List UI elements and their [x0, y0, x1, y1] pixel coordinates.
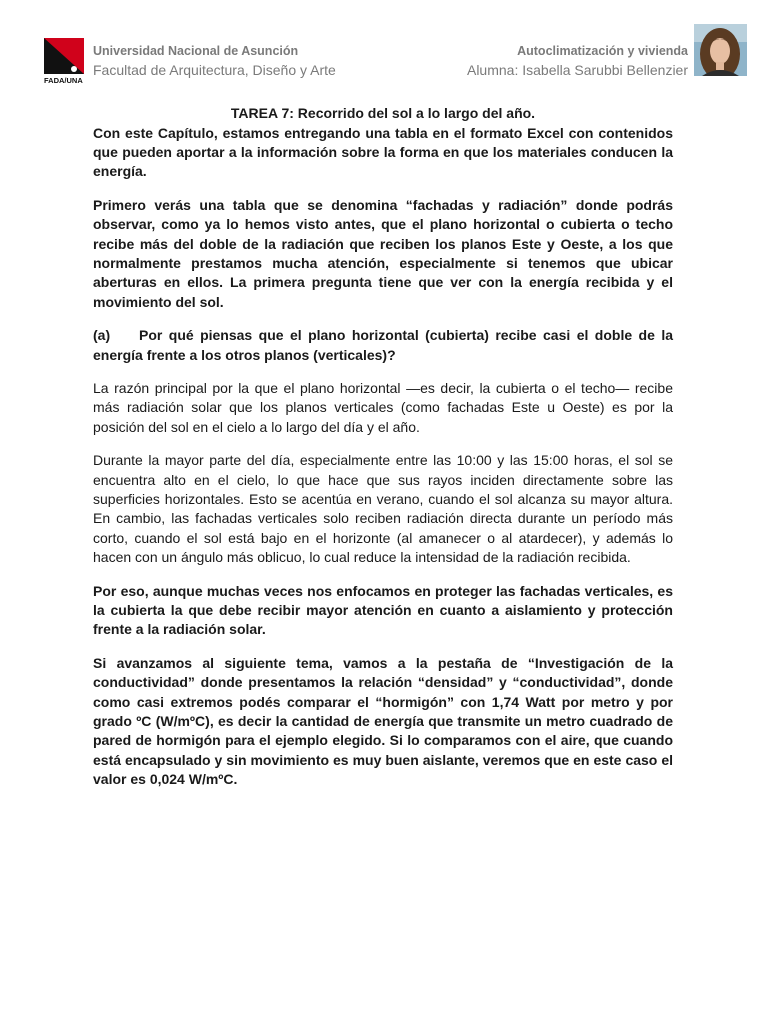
- answer-paragraph-1: La razón principal por la que el plano horizontal —es decir, la cubierta o el techo— recibe más radiación solar que los planos verticales (como fachadas Este u Oeste) es por la posición del sol en el cielo a lo largo del día y el año.: [93, 379, 673, 435]
- institution-info: [93, 42, 336, 80]
- paragraph-intro: Con este Capítulo, estamos entregando una tabla en el formato Excel con contenidos que pueden aportar a la información sobre la forma en que los materiales conducen la energía.: [93, 124, 673, 180]
- fada-una-logo: [44, 38, 84, 84]
- question-a: [93, 326, 673, 365]
- course-name: Autoclimatización y vivienda: [517, 44, 688, 58]
- question-label: (a): [93, 327, 111, 344]
- university-name: Universidad Nacional de Asunción: [93, 44, 299, 58]
- student-name: Alumna: Isabella Sarubbi Bellenzier: [466, 62, 688, 78]
- paragraph-conductividad: Si avanzamos al siguiente tema, vamos a la pestaña de “Investigación de la conductividad” donde presentamos la relación “densidad” y “conductividad”, donde como casi extremos podés comparar el “hormigón” con 1,74 Watt por metro y por grado ºC (W/mºC), es decir la cantidad de energía que transmite un metro cuadrado de pared de hormigón para el ejemplo elegido. Si lo comparamos con el aire, que cuando está encapsulado y sin movimiento es muy buen aislante, veremos que en este caso el valor es 0,024 W/mºC.: [93, 654, 673, 788]
- page-header: [0, 0, 768, 100]
- paragraph-conclusion: Por eso, aunque muchas veces nos enfocamos en proteger las fachadas verticales, es la cubierta la que debe recibir mayor atención en cuanto a aislamiento y protección frente a la radiación solar.: [93, 582, 673, 638]
- paragraph-fachadas: Primero verás una tabla que se denomina “fachadas y radiación” donde podrás observar, como ya lo hemos visto antes, que el plano horizontal o cubierta o techo recibe más del doble de la radiación que reciben los planos Este y Oeste, a los que normalmente prestamos mucha atención, especialmente si tenemos que ubicar aberturas en ellos. La primera pregunta tiene que ver con la energía recibida y el movimiento del sol.: [93, 196, 673, 310]
- document-body: [93, 104, 673, 804]
- course-info: [467, 42, 688, 80]
- question-text: Por qué piensas que el plano horizontal (cubierta) recibe casi el doble de la energía frente a los otros planos (verticales)?: [93, 327, 673, 363]
- answer-paragraph-2: Durante la mayor parte del día, especialmente entre las 10:00 y las 15:00 horas, el sol se encuentra alto en el cielo, lo que hace que sus rayos inciden directamente sobre las superficies horizontales. Esto se acentúa en verano, cuando el sol alcanza su mayor altura. En cambio, las fachadas verticales solo reciben radiación directa durante un período más corto, cuando el sol está bajo en el horizonte (al amanecer o al atardecer), y además lo hacen con un ángulo más oblicuo, lo cual reduce la intensidad de la radiación recibida.: [93, 452, 673, 566]
- avatar: [694, 24, 747, 76]
- document-title: TAREA 7: Recorrido del sol a lo largo del año.: [230, 105, 536, 121]
- faculty-name: Facultad de Arquitectura, Diseño y Arte: [93, 62, 336, 78]
- logo-text: FADA/UNA: [44, 76, 83, 84]
